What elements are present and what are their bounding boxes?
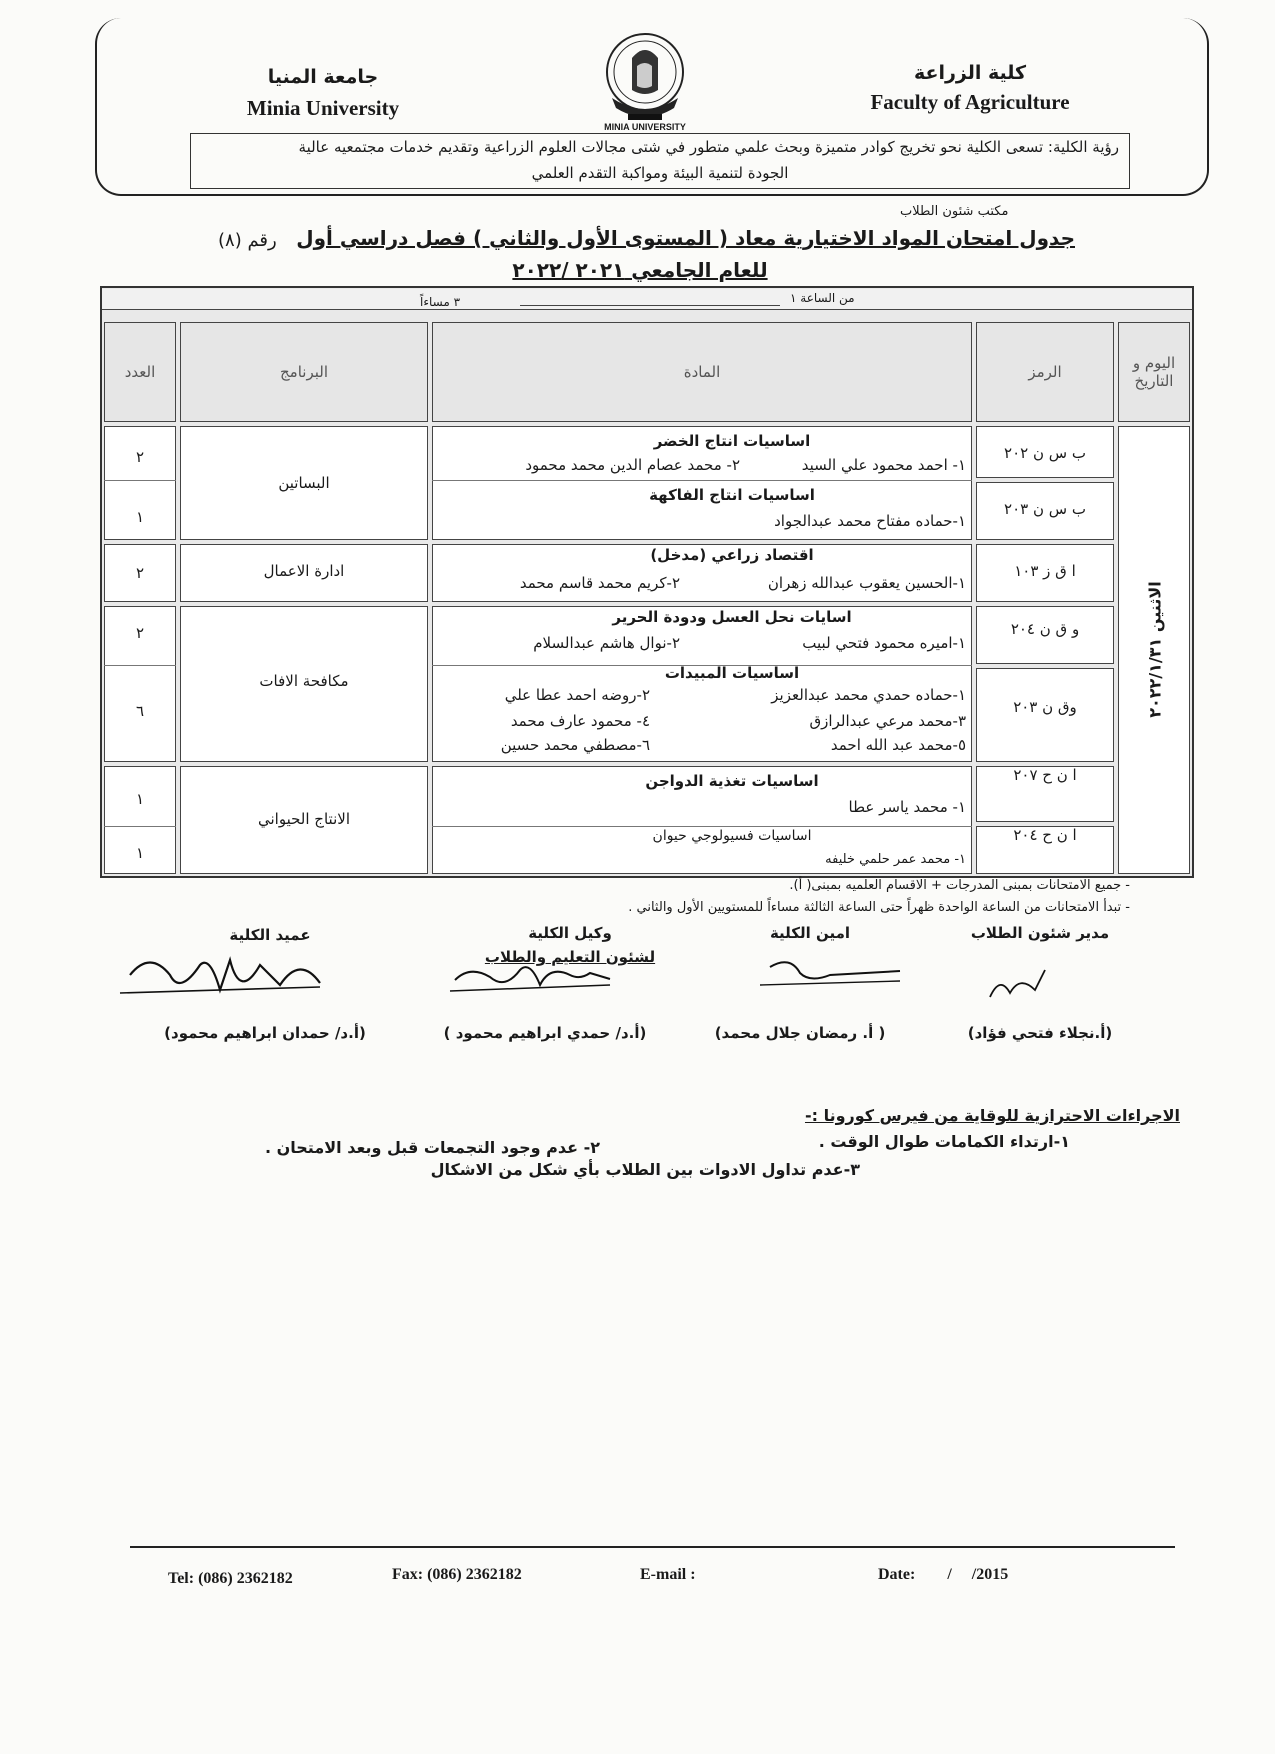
time-dash [520, 305, 780, 306]
student-name: ٢- محمد عصام الدين محمد محمود [525, 456, 740, 474]
university-name-ar: جامعة المنيا [267, 66, 379, 88]
note-line: - جميع الامتحانات بمبنى المدرجات + الاقسام العلميه بمبنى( أ). [789, 878, 1130, 893]
course-code: ب س ن ٢٠٢ [1004, 444, 1086, 462]
faculty-name-ar: كلية الزراعة [913, 62, 1027, 84]
row-divider [432, 826, 972, 827]
signature-name: ( أ. رمضان جلال محمد) [714, 1024, 886, 1042]
schedule-number: رقم (٨) [218, 230, 277, 251]
program-label: ادارة الاعمال [263, 562, 345, 580]
student-count: ١ [135, 508, 145, 526]
program-label: مكافحة الافات [259, 672, 349, 690]
student-count: ٢ [135, 624, 145, 642]
student-name: ١- احمد محمود علي السيد [801, 456, 966, 474]
signature-title-sub: لشئون التعليم والطلاب [484, 948, 656, 966]
student-name: ٦-مصطفي محمد حسين [500, 736, 650, 754]
vision-box [190, 133, 1130, 189]
signature-name: (أ.د/ حمدان ابراهيم محمود) [164, 1024, 366, 1042]
row-divider [104, 826, 176, 827]
vision-line-1: رؤية الكلية: تسعى الكلية نحو تخريج كوادر متميزة وبحث علمي متطور في شتى مجالات العلوم الزراعية وتقديم خدمات مجتمعيه عالية [298, 138, 1119, 156]
student-count: ٦ [135, 702, 145, 720]
course-code: وق ن ٢٠٣ [1013, 698, 1077, 716]
student-name: ٢-كريم محمد قاسم محمد [519, 574, 680, 592]
precaution-item: ١-ارتداء الكمامات طوال الوقت . [818, 1132, 1070, 1151]
signature-title: وكيل الكلية [528, 924, 612, 942]
footer-divider [130, 1546, 1175, 1548]
footer-date: Date: / /2015 [878, 1566, 1009, 1583]
university-name-en: Minia University [246, 96, 400, 120]
row-divider [104, 480, 176, 481]
student-count: ٢ [135, 448, 145, 466]
course-code: ا ن ح ٢٠٧ [1013, 766, 1077, 784]
student-count: ١ [135, 790, 145, 808]
subject-name: اسايات نحل العسل ودودة الحرير [612, 608, 852, 626]
time-to: ٣ مساءاً [420, 295, 461, 309]
student-name: ٢-نوال هاشم عبدالسلام [533, 634, 680, 652]
student-name: ٥-محمد عبد الله احمد [830, 736, 966, 754]
course-code: و ق ن ٢٠٤ [1010, 620, 1080, 638]
student-name: ١- محمد ياسر عطا [848, 798, 966, 816]
subject-name: اقتصاد زراعي (مدخل) [650, 546, 814, 564]
student-count: ١ [135, 844, 145, 862]
footer-email: E-mail : [640, 1566, 696, 1583]
course-code: ب س ن ٢٠٣ [1004, 500, 1086, 518]
header-count: العدد [104, 322, 176, 422]
program-label: البساتين [278, 474, 330, 492]
precautions-title: الاجراءات الاحترازية للوقاية من فيرس كورونا :- [804, 1106, 1180, 1125]
student-name: ٢-روضه احمد عطا علي [504, 686, 650, 704]
day-value: الاثنين ٢٠٢٢/١/٣١ [1145, 581, 1165, 718]
student-name: ١-حماده مفتاح محمد عبدالجواد [774, 512, 966, 530]
course-code: ا ق ز ١٠٣ [1014, 562, 1076, 580]
time-from: من الساعة ١ [790, 291, 855, 305]
student-name: ٣-محمد مرعي عبدالرازق [809, 712, 966, 730]
student-name: ١- محمد عمر حلمي خليفه [825, 852, 966, 867]
subject-name: اساسيات انتاج الخضر [653, 432, 811, 450]
precaution-item: ٣-عدم تداول الادوات بين الطلاب بأي شكل من الاشكال [430, 1160, 860, 1179]
faculty-name-en: Faculty of Agriculture [870, 90, 1070, 114]
academic-year: للعام الجامعي ٢٠٢١ /٢٠٢٢ [512, 258, 768, 282]
subject-name: اساسيات تغذية الدواجن [645, 772, 819, 790]
office-label: مكتب شئون الطلاب [900, 204, 1009, 219]
header-day: اليوم و التاريخ [1118, 322, 1190, 422]
footer-tel: Tel: (086) 2362182 [168, 1570, 293, 1587]
program-label: الانتاج الحيواني [258, 810, 350, 828]
subject-name: اساسيات فسيولوجي حيوان [652, 828, 812, 844]
course-code: ا ن ح ٢٠٤ [1013, 826, 1077, 844]
row-divider [104, 665, 176, 666]
header-program: البرنامج [180, 322, 428, 422]
signature-title: مدير شئون الطلاب [970, 924, 1110, 942]
signature-title: امين الكلية [769, 924, 851, 942]
logo-caption: MINIA UNIVERSITY [604, 122, 686, 132]
precaution-item: ٢- عدم وجود التجمعات قبل وبعد الامتحان . [264, 1138, 600, 1157]
subject-name: اساسيات المبيدات [664, 664, 800, 682]
vision-line-2: الجودة لتنمية البيئة ومواكبة التقدم العلمي [531, 164, 789, 182]
handwritten-signatures [110, 945, 1130, 1015]
signature-name: (أ.د/ حمدي ابراهيم محمود ) [443, 1024, 647, 1042]
header-code: الرمز [976, 322, 1114, 422]
signature-name: (أ.نجلاء فتحي فؤاد) [967, 1024, 1113, 1042]
university-logo [600, 28, 690, 128]
student-name: ١-اميره محمود فتحي لبيب [802, 634, 966, 652]
student-count: ٢ [135, 564, 145, 582]
footer-fax: Fax: (086) 2362182 [392, 1566, 522, 1583]
header-subject: المادة [432, 322, 972, 422]
student-name: ٤- محمود عارف محمد [510, 712, 650, 730]
subject-name: اساسيات انتاج الفاكهة [649, 486, 815, 504]
note-line: - تبدأ الامتحانات من الساعة الواحدة ظهراً حتى الساعة الثالثة مساءاً للمستويين الأول والثاني . [628, 900, 1130, 915]
row-divider [432, 480, 972, 481]
time-row [102, 289, 1192, 310]
signature-title: عميد الكلية [229, 926, 311, 944]
student-name: ١-الحسين يعقوب عبدالله زهران [767, 574, 966, 592]
schedule-title: جدول امتحان المواد الاختيارية معاد ( المستوى الأول والثاني ) فصل دراسي أول [296, 226, 1075, 250]
student-name: ١-حماده حمدي محمد عبدالعزيز [771, 686, 966, 704]
